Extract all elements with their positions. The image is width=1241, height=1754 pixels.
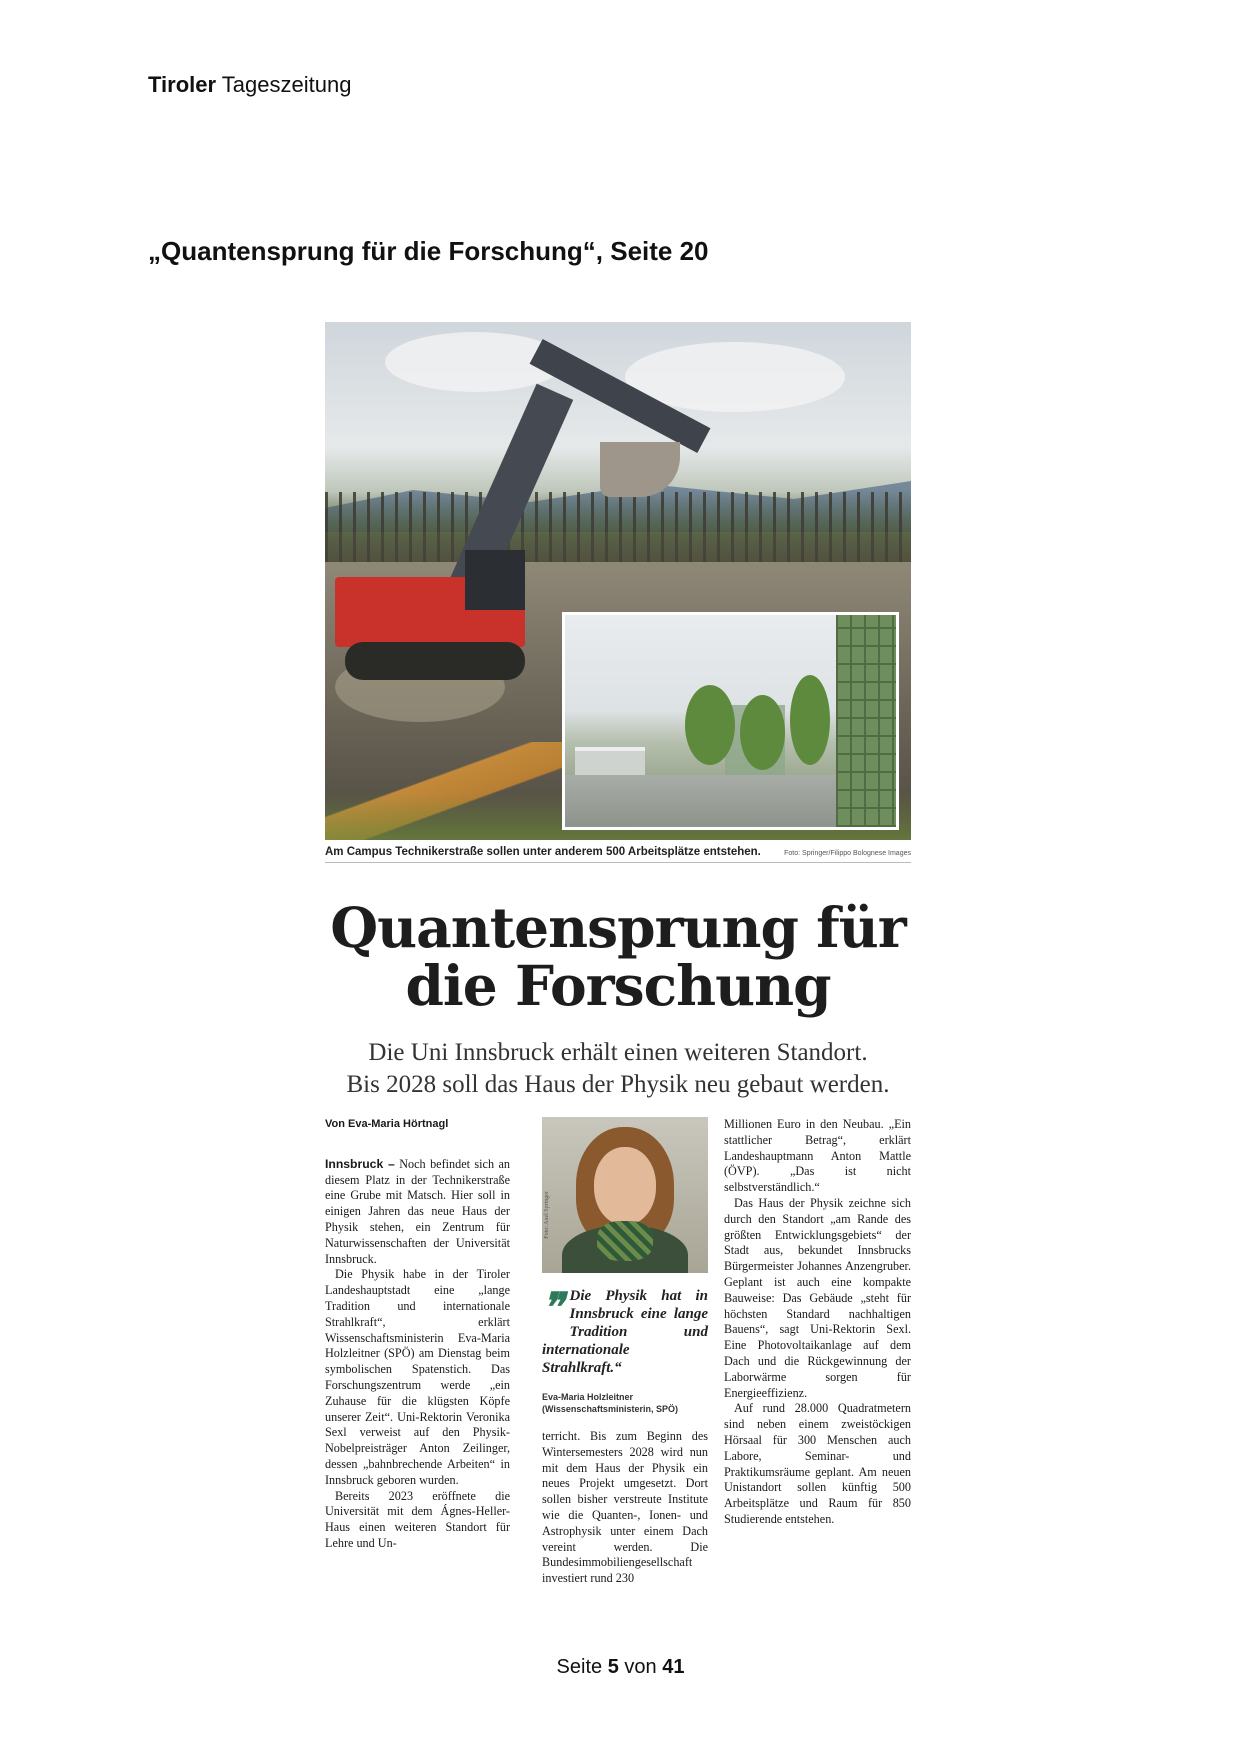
photo-caption: Am Campus Technikerstraße sollen unter anderem 500 Arbeitsplätze entstehen. xyxy=(325,846,761,858)
portrait-scarf xyxy=(597,1221,653,1261)
quote-source-name: Eva-Maria Holzleitner xyxy=(542,1392,634,1402)
document-title: „Quantensprung für die Forschung“, Seite 20 xyxy=(148,236,709,266)
current-page: 5 xyxy=(607,1656,619,1678)
column-1 xyxy=(325,1117,510,1552)
building-rendering-inset xyxy=(562,612,899,830)
photo-credit: Foto: Springer/Filippo Bolognese Images xyxy=(784,850,911,857)
photo-caption-row xyxy=(325,846,911,863)
portrait-credit: Foto: Axel Springer xyxy=(543,1191,550,1239)
paragraph xyxy=(325,1157,510,1268)
pull-quote xyxy=(542,1284,708,1377)
paragraph: Bereits 2023 eröffnete die Universität mit dem Ágnes-Heller-Haus einen weiteren Standort für Lehre und Un- xyxy=(325,1488,510,1550)
quote-source xyxy=(542,1391,708,1415)
page-number-footer xyxy=(0,1656,1241,1679)
construction-site-photo xyxy=(325,322,911,840)
headline-line-2: die Forschung xyxy=(405,953,831,1018)
publication-name-rest: Tageszeitung xyxy=(221,72,352,97)
tree-line xyxy=(325,492,911,562)
paragraph-text: Noch befindet sich an diesem Platz in der Technikerstraße eine Grube mit Matsch. Hier soll in einigen Jahren das neue Haus der Physik stehen, ein Zentrum für Naturwissenschaften der Universität Innsbruck. xyxy=(325,1156,511,1266)
article-headline xyxy=(325,895,911,1018)
quote-source-role: (Wissenschaftsministerin, SPÖ) xyxy=(542,1404,678,1414)
total-pages: 41 xyxy=(662,1656,685,1678)
newspaper-clipping xyxy=(325,322,911,1607)
pull-quote-text: Die Physik hat in Innsbruck eine lange Tradition und internationale Strahlkraft.“ xyxy=(542,1288,708,1376)
excavator-cab xyxy=(465,550,525,610)
dateline: Innsbruck – xyxy=(325,1156,395,1171)
article-subheadline xyxy=(325,1037,911,1101)
headline-line-1: Quantensprung für xyxy=(330,895,906,960)
tree xyxy=(685,685,735,765)
portrait-photo xyxy=(542,1117,708,1273)
paragraph: terricht. Bis zum Beginn des Wintersemesters 2028 wird nun mit dem Haus der Physik ein neues Projekt umgesetzt. Dort sollen bisher verstreute Institute wie die Quanten-, Ionen- und Astrophysik unter einem Dach vereint werden. Die Bundesimmobiliengesellschaft investiert rund 230 xyxy=(542,1429,708,1586)
column-2-text xyxy=(542,1429,708,1587)
tree xyxy=(790,675,830,765)
publication-header xyxy=(148,72,351,98)
portrait-face xyxy=(594,1147,656,1225)
footer-mid: von xyxy=(624,1656,657,1678)
article-columns xyxy=(325,1117,911,1607)
byline: Von Eva-Maria Hörtnagl xyxy=(325,1118,449,1130)
paragraph: Millionen Euro in den Neubau. „Ein stattlicher Betrag“, erklärt Landeshauptmann Anton Mattle (ÖVP). „Das ist nicht selbstverständlich.“ xyxy=(724,1117,911,1195)
publication-name-bold: Tiroler xyxy=(148,72,217,97)
column-3 xyxy=(724,1117,911,1528)
subhead-line-2: Bis 2028 soll das Haus der Physik neu gebaut werden. xyxy=(346,1071,890,1098)
subhead-line-1: Die Uni Innsbruck erhält einen weiteren Standort. xyxy=(368,1039,868,1066)
excavator-track xyxy=(345,642,525,680)
paragraph: Auf rund 28.000 Quadratmetern sind neben einem zweistöckigen Hörsaal für 300 Menschen auch Labore, Seminar- und Praktikumsräume geplant. Am neuen Unistandort sollen künftig 500 Arbeitsplätze und Raum für 850 Studierende entstehen. xyxy=(724,1401,911,1526)
quote-mark-icon: ❞ xyxy=(542,1284,564,1331)
column-2 xyxy=(542,1117,708,1587)
footer-prefix: Seite xyxy=(556,1656,603,1678)
tree xyxy=(740,695,785,770)
green-building-facade xyxy=(836,615,896,827)
paragraph: Das Haus der Physik zeichne sich durch den Standort „am Rande des größten Entwicklungsgebiets“ der Stadt aus, bekundet Innsbrucks Bürgermeister Johannes Anzengruber. Geplant ist auch eine kompakte Bauweise: Das Gebäude „steht für höchsten Standard nachhaltigen Bauens“, sagt Uni-Rektorin Sexl. Eine Photovoltaikanlage auf dem Dach und die Rückgewinnung der Laborwärme sorgen für Energieeffizienz. xyxy=(724,1195,911,1400)
paragraph: Die Physik habe in der Tiroler Landeshauptstadt eine „lange Tradition und internationale Strahlkraft“, erklärt Wissenschaftsministerin Eva-Maria Holzleitner (SPÖ) am Dienstag beim symbolischen Spatenstich. Das Forschungszentrum werde „ein Zuhause für die klügsten Köpfe unserer Zeit“. Uni-Rektorin Veronika Sexl verweist auf den Physik-Nobelpreisträger Anton Zeilinger, dessen „bahnbrechende Arbeiten“ in Innsbruck geboren wurden. xyxy=(325,1267,510,1487)
